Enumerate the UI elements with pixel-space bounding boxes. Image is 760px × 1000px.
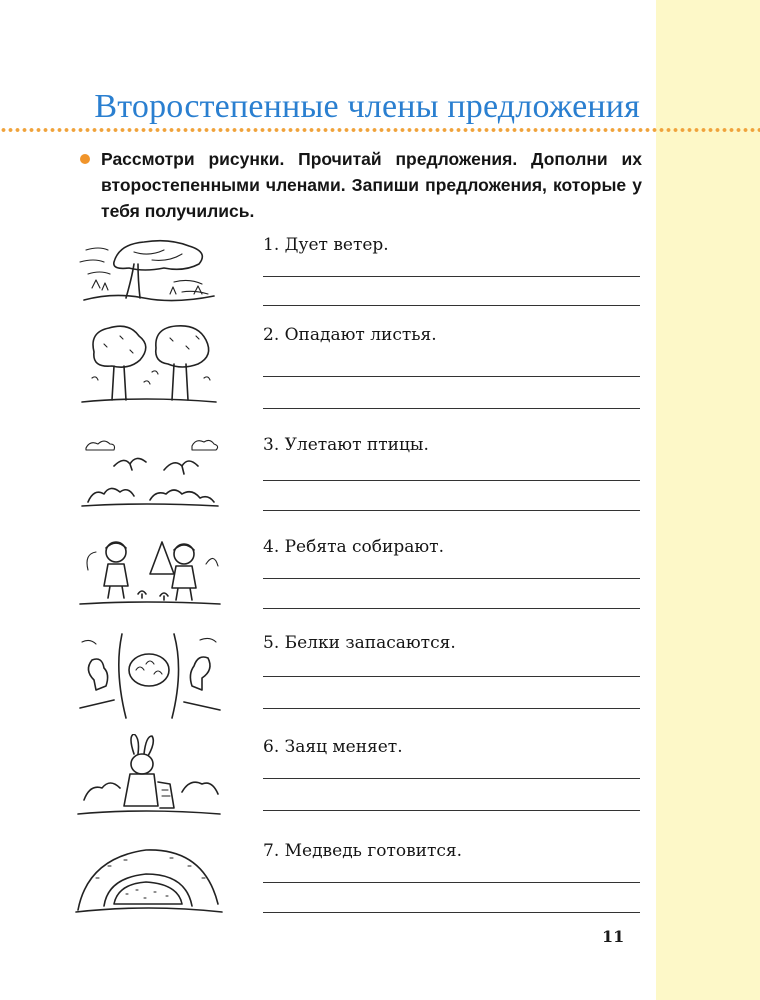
exercise-4-answer-line-1[interactable]: [263, 578, 640, 579]
exercise-4-sentence: 4. Ребята собирают.: [263, 537, 444, 557]
exercise-1-answer-line-1[interactable]: [263, 276, 640, 277]
exercise-2: [0, 322, 656, 422]
exercise-7-answer-line-1[interactable]: [263, 882, 640, 883]
windy-tree-icon: [74, 232, 224, 322]
task-instruction: Рассмотри рисунки. Прочитай предложения. Дополни их второстепенными членами. Запиши предложения, которые у тебя получились.: [101, 149, 642, 221]
exercise-4-answer-line-2[interactable]: [263, 608, 640, 609]
exercise-3: [0, 432, 656, 532]
falling-leaves-trees-icon: [74, 322, 224, 412]
exercise-2-answer-line-1[interactable]: [263, 376, 640, 377]
exercise-3-answer-line-1[interactable]: [263, 480, 640, 481]
children-picking-mushrooms-icon: [74, 534, 224, 624]
exercise-2-sentence: 2. Опадают листья.: [263, 325, 437, 345]
exercise-3-answer-line-2[interactable]: [263, 510, 640, 511]
dotted-divider: [0, 126, 760, 134]
bullet-icon: [80, 154, 90, 164]
exercise-4: [0, 534, 656, 634]
squirrels-hollow-icon: [74, 630, 224, 720]
exercise-1-answer-line-2[interactable]: [263, 305, 640, 306]
hare-changing-coat-icon: [74, 734, 224, 824]
exercise-5-answer-line-2[interactable]: [263, 708, 640, 709]
exercise-7-sentence: 7. Медведь готовится.: [263, 841, 463, 861]
exercise-7-answer-line-2[interactable]: [263, 912, 640, 913]
exercise-3-sentence: 3. Улетают птицы.: [263, 435, 429, 455]
page-title: Второстепенные члены предложения: [94, 88, 640, 125]
side-color-band: [656, 0, 760, 1000]
exercise-2-answer-line-2[interactable]: [263, 408, 640, 409]
exercise-5-answer-line-1[interactable]: [263, 676, 640, 677]
exercise-1: [0, 232, 656, 332]
exercise-7: [0, 838, 656, 938]
flying-birds-icon: [74, 432, 224, 522]
exercise-5-sentence: 5. Белки запасаются.: [263, 633, 456, 653]
bear-den-icon: [74, 838, 224, 928]
exercise-6: [0, 734, 656, 834]
exercise-6-sentence: 6. Заяц меняет.: [263, 737, 403, 757]
page-number: 11: [602, 927, 625, 946]
exercise-1-sentence: 1. Дует ветер.: [263, 235, 389, 255]
exercise-5: [0, 630, 656, 730]
exercise-6-answer-line-1[interactable]: [263, 778, 640, 779]
exercise-6-answer-line-2[interactable]: [263, 810, 640, 811]
